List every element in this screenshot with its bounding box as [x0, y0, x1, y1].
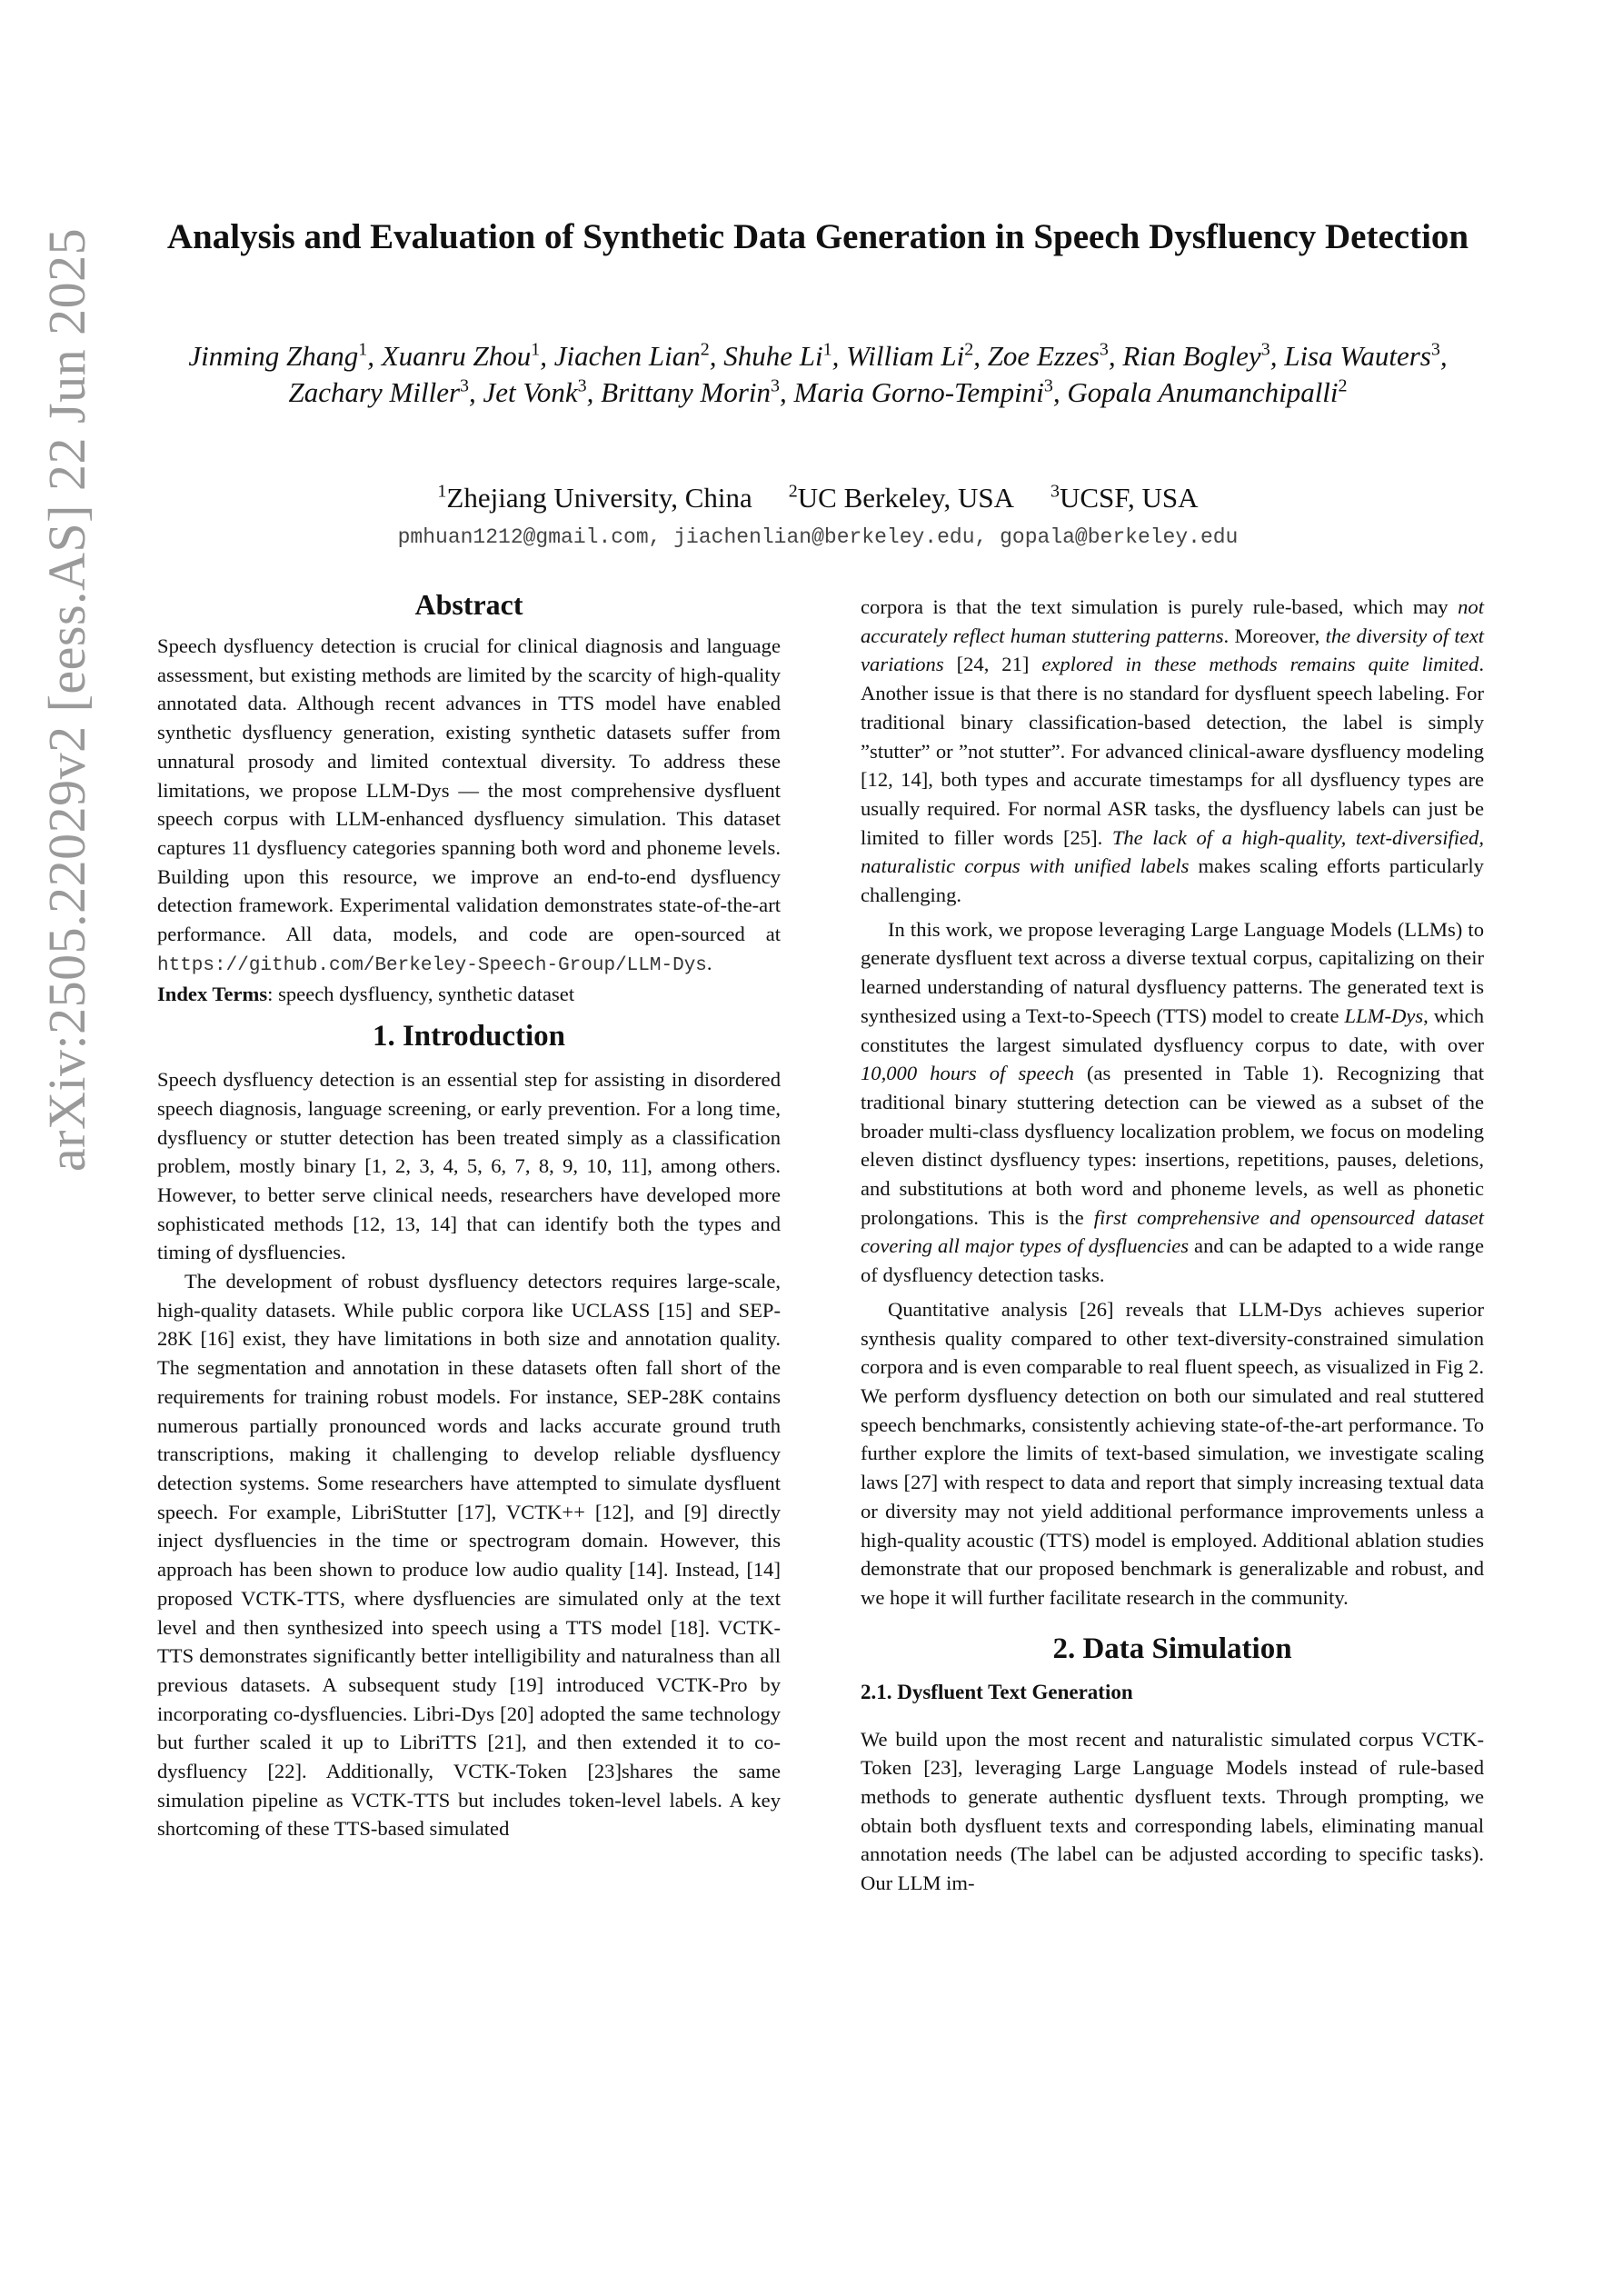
affiliation-marker: 1: [531, 339, 541, 360]
emphasis-run: LLM-Dys: [1344, 1003, 1424, 1027]
affiliation-marker: 3: [1043, 375, 1053, 396]
affiliation-number: 2: [788, 481, 798, 502]
affiliation-number: 3: [1050, 481, 1060, 502]
affiliation-marker: 3: [577, 375, 587, 396]
text-run: [24, 21]: [943, 653, 1042, 676]
emphasis-run: 10,000 hours of speech: [861, 1062, 1074, 1085]
intro-paragraph-2-continued: [861, 593, 1484, 910]
abstract-text: [157, 632, 781, 980]
text-run: , which constitutes the largest simulated dysfluency corpus to date, with over: [861, 1003, 1484, 1056]
simulation-paragraph-1: We build upon the most recent and naturalistic simulated corpus VCTK-Token [23], leveraging Large Language Models instead of rule-based methods to generate authentic dysfluent texts. Through prompting, we obtain both dysfluent texts and corresponding labels, eliminating manual annotation needs (The label can be adjusted according to specific tasks). Our LLM im-: [861, 1727, 1484, 1895]
text-run: In this work, we propose leveraging Large Language Models (LLMs) to generate dysfluent text across a diverse textual corpus, capitalizing on their learned understanding of natural dysfluency patterns. The generated text is synthesized using a Text-to-Speech (TTS) model to create: [861, 917, 1484, 1027]
author-name: William Li$^2$: [846, 339, 974, 372]
author-name: Zoe Ezzes$^3$: [987, 339, 1109, 372]
text-run: corpora is that the text simulation is purely rule-based, which may: [861, 595, 1459, 618]
text-run: (as presented in Table 1). Recognizing that traditional binary stuttering detection can be viewed as a subset of the broader multi-class dysfluency localization problem, we focus on modeling eleven distinct dysfluency types: insertions, repetitions, pauses, deletions, and substitutions at both word and phoneme levels, as well as phonetic prolongations. This is the: [861, 1062, 1484, 1229]
author-name: Maria Gorno-Tempini$^3$: [793, 375, 1053, 408]
introduction-heading: 1. Introduction: [372, 1020, 566, 1053]
author-name: Lisa Wauters$^3$: [1284, 339, 1440, 372]
affiliation-marker: 2: [1338, 375, 1348, 396]
index-terms-text: : speech dysfluency, synthetic dataset: [267, 983, 575, 1006]
subsection-heading: 2.1. Dysfluent Text Generation: [861, 1680, 1133, 1703]
author-emails: pmhuan1212@gmail.com, jiachenlian@berkeley.edu, gopala@berkeley.edu: [397, 525, 1239, 549]
author-name: Brittany Morin$^3$: [601, 375, 781, 408]
affiliation-marker: 3: [1430, 339, 1440, 360]
affiliation: $^2$UC Berkeley, USA: [788, 481, 1014, 514]
affiliation-marker: 2: [964, 339, 974, 360]
emphasis-run: the diversity of text variations: [861, 624, 1485, 676]
emphasis-run: first comprehensive and opensourced dataset covering all major types of dysfluencies: [861, 1205, 1484, 1258]
intro-paragraph-2: The development of robust dysfluency detectors requires large-scale, high-quality datasets. While public corpora like UCLASS [15] and SEP-28K [16] exist, they have limitations in both size and annotation quality. The segmentation and annotation in these datasets often fall short of the requirements for training robust models. For instance, SEP-28K contains numerous partially pronounced words and lacks accurate ground truth transcriptions, making it challenging to develop reliable dysfluency detection systems. Some researchers have attempted to simulate dysfluent speech. For example, LibriStutter [17], VCTK++ [12], and [9] directly inject dysfluencies in the time or spectrogram domain. However, this approach has been shown to produce low audio quality [14]. Instead, [14] proposed VCTK-TTS, where dysfluencies are simulated only at the text level and then synthesized into speech using a TTS model [18]. VCTK-TTS demonstrates significantly better intelligibility and naturalness than all previous datasets. A subsequent study [19] introduced VCTK-Pro by incorporating co-dysfluencies. Libri-Dys [20] adopted the same technology but further scaled it up to LibriTTS [21], and then extended it to co-dysfluency [22]. Additionally, VCTK-Token [23]shares the same simulation pipeline as VCTK-TTS but includes token-level labels. A key shortcoming of these TTS-based simulated: [157, 1270, 781, 1841]
index-terms-label: Index Terms: [157, 983, 268, 1006]
intro-paragraph-3: [861, 915, 1484, 1290]
abstract-end: .: [706, 951, 712, 974]
affiliation-marker: 3: [771, 375, 781, 396]
text-run: . Moreover,: [1223, 624, 1326, 647]
right-column: [861, 593, 1484, 1898]
left-column: [157, 586, 781, 1843]
affiliation-marker: 3: [460, 375, 470, 396]
author-name: Jet Vonk$^3$: [483, 375, 587, 408]
affiliation-marker: 3: [1099, 339, 1109, 360]
emphasis-run: The lack of a high-quality, text-diversified, naturalistic corpus with unified labels: [861, 825, 1485, 878]
text-run: and can be adapted to a wide range of dysfluency detection tasks.: [861, 1234, 1485, 1287]
affiliation-marker: 1: [358, 339, 368, 360]
author-name: Jiachen Lian$^2$: [553, 339, 710, 372]
abstract-body: Speech dysfluency detection is crucial for clinical diagnosis and language assessment, but existing methods are limited by the scarcity of high-quality annotated data. Although recent advances in TTS model have enabled synthetic dysfluency generation, existing synthetic datasets suffer from unnatural prosody and limited contextual diversity. To address these limitations, we propose LLM-Dys — the most comprehensive dysfluent speech corpus with LLM-enhanced dysfluency simulation. This dataset captures 11 dysfluency categories spanning both word and phoneme levels. Building upon this resource, we improve an end-to-end dysfluency detection framework. Experimental validation demonstrates state-of-the-art performance. All data, models, and code are open-sourced at: [157, 634, 781, 946]
index-terms: [157, 980, 781, 1009]
author-name: Zachary Miller$^3$: [288, 375, 470, 408]
affiliation-number: 1: [437, 481, 447, 502]
text-run: . Another issue is that there is no standard for dysfluent speech labeling. For traditional binary classification-based detection, the label is simply ”stutter” or ”not stutter”. For advanced clinical-aware dysfluency modeling [12, 14], both types and accurate timestamps for all dysfluency types are usually required. For normal ASR tasks, the dysfluency labels can just be limited to filler words [25].: [861, 653, 1484, 849]
data-simulation-heading: 2. Data Simulation: [1052, 1632, 1292, 1665]
author-name: Xuanru Zhou$^1$: [381, 339, 541, 372]
author-name: Jinming Zhang$^1$: [188, 339, 368, 372]
affiliation-marker: 3: [1260, 339, 1270, 360]
author-name: Rian Bogley$^3$: [1122, 339, 1270, 372]
author-name: Gopala Anumanchipalli$^2$: [1067, 375, 1348, 408]
emphasis-run: not accurately reflect human stuttering patterns: [861, 595, 1484, 647]
intro-paragraph-1: Speech dysfluency detection is an essential step for assisting in disordered speech diagnosis, language screening, or early prevention. For a long time, dysfluency or stutter detection has been treated simply as a classification problem, mostly binary [1, 2, 3, 4, 5, 6, 7, 8, 9, 10, 11], among others. However, to better serve clinical needs, researchers have developed more sophisticated methods [12, 13, 14] that can identify both the types and timing of dysfluencies.: [157, 1068, 781, 1264]
repo-link[interactable]: https://github.com/Berkeley-Speech-Group/LLM-Dys: [157, 954, 707, 976]
paper-title: Analysis and Evaluation of Synthetic Data Generation in Speech Dysfluency Detection: [166, 217, 1469, 256]
intro-paragraph-4: Quantitative analysis [26] reveals that LLM-Dys achieves superior synthesis quality compared to other text-diversity-constrained simulation corpora and is even comparable to real fluent speech, as visualized in Fig 2. We perform dysfluency detection on both our simulated and real stuttered speech benchmarks, consistently achieving state-of-the-art performance. To further explore the limits of text-based simulation, we investigate scaling laws [27] with respect to data and report that simply increasing textual data or diversity may not yield additional performance improvements unless a high-quality acoustic (TTS) model is employed. Additional ablation studies demonstrate that our proposed benchmark is generalizable and robust, and we hope it will further facilitate research in the community.: [861, 1297, 1484, 1609]
author-name: Shuhe Li$^1$: [723, 339, 832, 372]
affiliation-marker: 2: [700, 339, 710, 360]
affiliation: $^1$Zhejiang University, China: [437, 481, 752, 514]
author-list: Jinming Zhang$^1$, Xuanru Zhou$^1$, Jiachen Lian$^2$, Shuhe Li$^1$, William Li$^2$, Zoe Ezzes$^3$, Rian Bogley$^3$, Lisa Wauters$^3$, Zachary Miller$^3$, Jet Vonk$^3$, Brittany Morin$^3$, Maria Gorno-Tempini$^3$, Gopala Anumanchipalli$^2$: [188, 339, 1448, 408]
affiliation: $^3$UCSF, USA: [1050, 481, 1199, 514]
emphasis-run: explored in these methods remains quite limited: [1041, 653, 1479, 676]
affiliation-marker: 1: [822, 339, 832, 360]
arxiv-identifier: arXiv:2505.22029v2 [eess.AS] 22 Jun 2025: [37, 227, 96, 1173]
affiliation-list: [164, 480, 1472, 516]
text-run: makes scaling efforts particularly challenging.: [861, 854, 1484, 907]
abstract-heading: Abstract: [414, 588, 523, 621]
